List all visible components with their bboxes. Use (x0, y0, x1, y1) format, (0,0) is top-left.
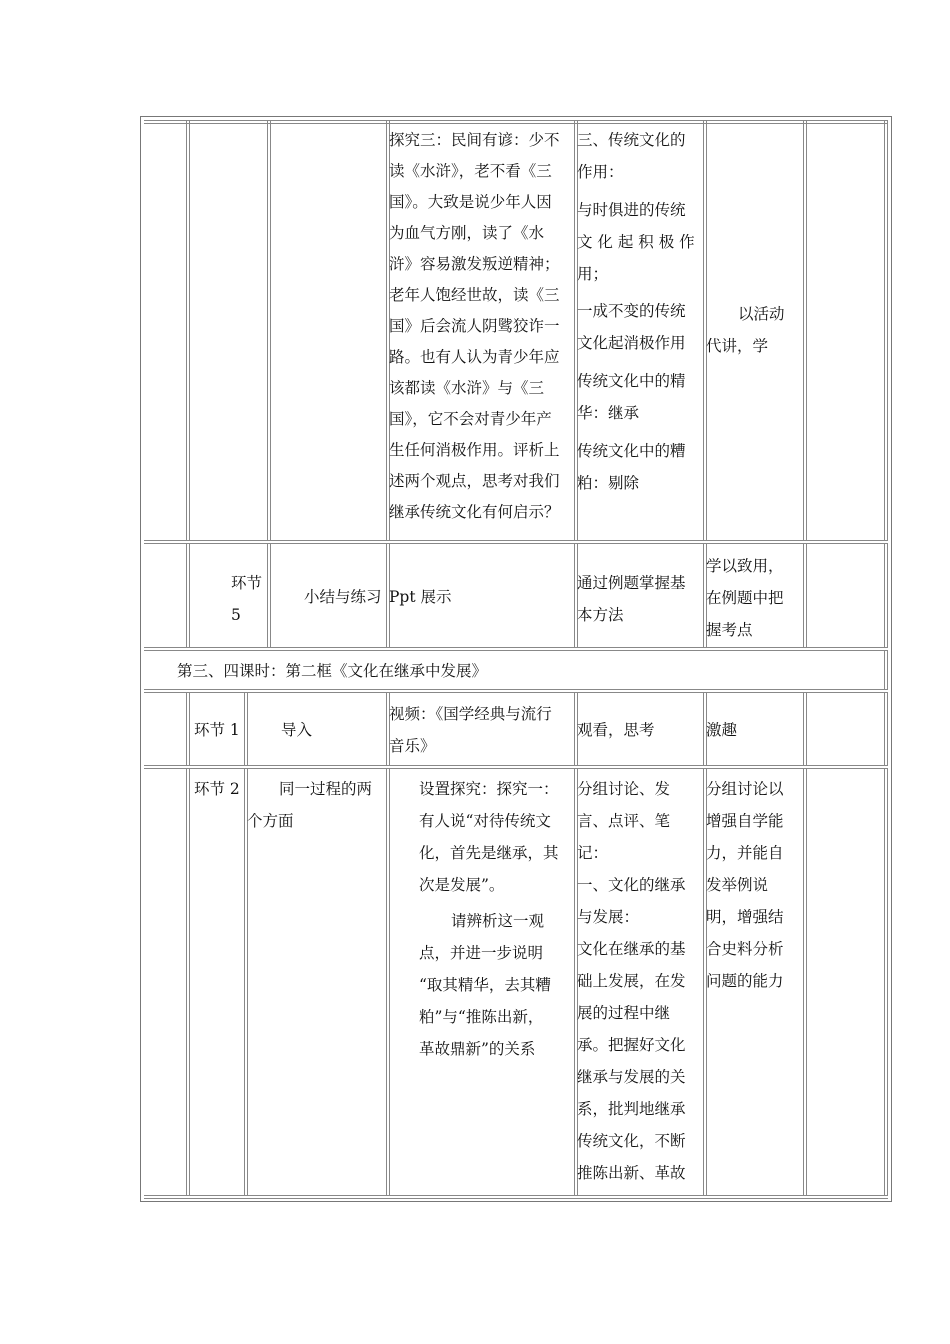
col-border (884, 650, 888, 690)
text-line: 设置探究：探究一： (419, 780, 559, 798)
text-line: 问题的能力 (706, 972, 784, 990)
col-border (803, 543, 807, 648)
content-cell (247, 773, 372, 837)
row-border (144, 540, 888, 544)
text-line: 记： (577, 844, 609, 862)
text-line: 有人说“对待传统文 (419, 812, 551, 830)
text-line: 华：继承 (577, 404, 640, 422)
text-line: 次是发展”。 (419, 876, 505, 894)
text-line: 文化在继承的基 (577, 940, 686, 958)
text-line: 通过例题掌握基 (577, 574, 686, 592)
text-line: 学以致用， (706, 557, 784, 575)
text-line: 国》，它不会对青少年产 (389, 410, 552, 428)
text-line: 为血气方刚，读了《水 (389, 224, 545, 242)
step-label: 环节 1 (194, 721, 240, 739)
text-line: 力，并能自 (706, 844, 784, 862)
text-line: 同一过程的两 (279, 780, 373, 798)
row-border (144, 647, 888, 651)
text-line: 发举例说 (706, 876, 769, 894)
content-cell: 导入 (281, 721, 313, 739)
text-line: 该都读《水浒》与《三 (389, 379, 545, 397)
text-line: 点，并进一步说明 (419, 944, 544, 962)
text-line: 请辨析这一观 (451, 912, 545, 930)
step-label (231, 567, 262, 631)
activity-cell: Ppt 展示 (389, 588, 452, 606)
text-line: 国》后会流人阴骘狡诈一 (389, 317, 560, 335)
text-line: “取其精华，去其糟 (419, 976, 551, 994)
text-line: 分组讨论、发 (577, 780, 671, 798)
col-border (803, 120, 807, 540)
text-line: 化，首先是继承，其 (419, 844, 559, 862)
text-line: 音乐》 (389, 737, 436, 755)
text-line: 环节 (231, 574, 263, 592)
text-line: 代讲，学 (706, 337, 769, 355)
row-border (144, 689, 888, 693)
activity-cell (389, 698, 552, 762)
text-line: 推陈出新、革故 (577, 1164, 686, 1182)
text-line: 粕”与“推陈出新， (419, 1008, 544, 1026)
intent-cell (706, 773, 784, 997)
text-line: 系，批判地继承 (577, 1100, 686, 1118)
col-border (267, 543, 271, 648)
col-border (803, 768, 807, 1196)
student-cell (577, 124, 703, 499)
text-line: 增强自学能 (706, 812, 784, 830)
text-line: 在例题中把 (706, 589, 784, 607)
col-border (803, 692, 807, 766)
text-line: 展的过程中继 (577, 1004, 671, 1022)
col-border (884, 120, 888, 540)
text-line: 本方法 (577, 606, 624, 624)
col-border (186, 120, 190, 540)
text-line: 革故鼎新”的关系 (419, 1040, 536, 1058)
text-line: 5 (231, 606, 241, 624)
intent-cell (706, 550, 784, 646)
text-line: 国》。大致是说少年人因 (389, 193, 552, 211)
text-line: 与时俱进的传统 (577, 201, 686, 219)
text-line: 言、点评、笔 (577, 812, 671, 830)
text-line: 老年人饱经世故，读《三 (389, 286, 560, 304)
text-line: 传统文化中的糟 (577, 442, 686, 460)
text-line: 用； (577, 265, 609, 283)
col-border (884, 543, 888, 648)
text-line: 个方面 (247, 812, 294, 830)
text-line: 一成不变的传统 (577, 302, 686, 320)
col-border (186, 768, 190, 1196)
text-line: 承。把握好文化 (577, 1036, 686, 1054)
row-border (144, 765, 888, 769)
text-line: 础上发展，在发 (577, 972, 686, 990)
text-line: 读《水浒》，老不看《三 (389, 162, 552, 180)
col-border (884, 692, 888, 766)
student-cell: 观看，思考 (577, 721, 655, 739)
text-line: 浒》容易激发叛逆精神； (389, 255, 560, 273)
intent-cell (706, 298, 785, 362)
col-border (267, 120, 271, 540)
text-line: 一、文化的继承 (577, 876, 686, 894)
activity-cell (419, 773, 559, 1065)
col-border (186, 543, 190, 648)
text-line: 文化起消极作用 (577, 334, 686, 352)
content-cell: 小结与练习 (304, 588, 382, 606)
text-line: 文 化 起 积 极 作 (577, 233, 695, 251)
intent-cell: 激趣 (706, 721, 738, 739)
row-border (144, 1195, 888, 1199)
text-line: 视频：《国学经典与流行 (389, 705, 552, 723)
text-line: 传统文化，不断 (577, 1132, 686, 1150)
text-line: 以活动 (738, 305, 785, 323)
text-line: 与发展： (577, 908, 640, 926)
text-line: 明，增强结 (706, 908, 784, 926)
col-border (186, 692, 190, 766)
section-heading: 第三、四课时：第二框《文化在继承中发展》 (177, 662, 488, 680)
text-line: 述两个观点，思考对我们 (389, 472, 560, 490)
col-border (244, 692, 248, 766)
text-line: 路。也有人认为青少年应 (389, 348, 560, 366)
text-line: 粕：剔除 (577, 474, 640, 492)
text-line: 继承与发展的关 (577, 1068, 686, 1086)
student-cell (577, 773, 686, 1189)
text-line: 握考点 (706, 621, 753, 639)
text-line: 生任何消极作用。评析上 (389, 441, 560, 459)
student-cell (577, 567, 686, 631)
text-line: 传统文化中的精 (577, 372, 686, 390)
col-border (386, 768, 390, 1196)
text-line: 探究三：民间有谚：少不 (389, 131, 560, 149)
text-line: 合史料分析 (706, 940, 784, 958)
text-line: 三、传统文化的 (577, 131, 686, 149)
activity-cell (389, 124, 560, 527)
text-line: 分组讨论以 (706, 780, 784, 798)
text-line: 作用： (577, 163, 624, 181)
col-border (884, 768, 888, 1196)
step-label: 环节 2 (194, 780, 240, 798)
text-line: 继承传统文化有何启示？ (389, 503, 560, 521)
